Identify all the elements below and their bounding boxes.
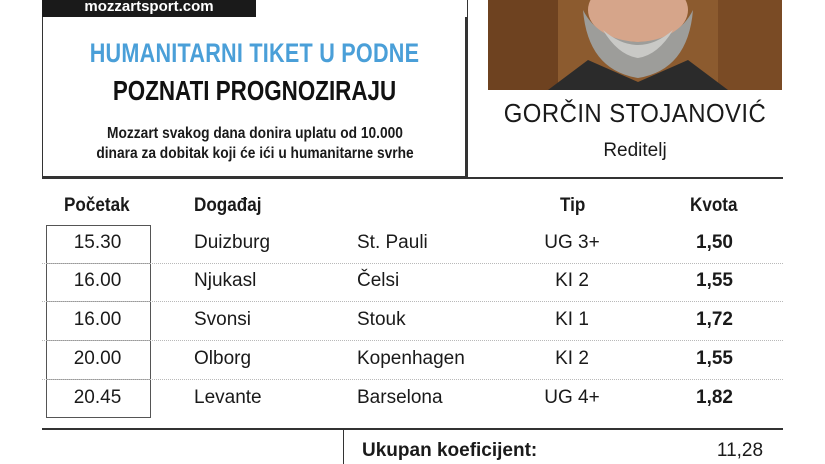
home-team: Svonsi [194, 309, 252, 330]
bet-odds: 1,72 [696, 309, 733, 330]
match-time: 20.45 [73, 387, 122, 408]
promo-description-line1: Mozzart svakog dana donira uplatu od 10.000 [107, 125, 403, 142]
bet-odds: 1,55 [696, 348, 733, 369]
home-team: Njukasl [194, 270, 257, 291]
bet-odds: 1,82 [696, 387, 733, 408]
match-time: 16.00 [73, 270, 122, 291]
total-odds-label: Ukupan koeficijent: [362, 440, 538, 461]
bet-tip: UG 4+ [544, 387, 600, 408]
bet-tip: KI 2 [555, 348, 589, 369]
table-row [42, 380, 783, 418]
bet-odds: 1,50 [696, 232, 733, 253]
table-row [42, 341, 783, 380]
portrait-illustration [488, 0, 782, 90]
table-row [42, 225, 783, 264]
promo-subtitle: POZNATI PROGNOZIRAJU [112, 75, 397, 106]
promo-title: HUMANITARNI TIKET U PODNE [89, 38, 420, 68]
person-name: GORČIN STOJANOVIĆ [503, 98, 767, 128]
total-divider [343, 428, 344, 464]
match-time: 16.00 [73, 309, 122, 330]
away-team: Kopenhagen [357, 348, 465, 369]
panel-divider [467, 0, 468, 178]
header-odds: Kvota [690, 195, 738, 216]
promo-description [87, 124, 422, 164]
person-role: Reditelj [603, 140, 667, 161]
header-tip: Tip [560, 195, 586, 216]
away-team: Stouk [357, 309, 406, 330]
promo-description-line2: dinara za dobitak koji će ići u humanitarne svrhe [96, 145, 414, 162]
person-portrait [488, 0, 782, 90]
match-time: 15.30 [73, 232, 122, 253]
bet-tip: KI 2 [555, 270, 589, 291]
away-team: St. Pauli [357, 232, 428, 253]
total-odds-value: 11,28 [716, 440, 764, 461]
header-start: Početak [64, 195, 130, 216]
table-row [42, 302, 783, 341]
bottom-divider [42, 428, 783, 430]
away-team: Čelsi [357, 270, 400, 291]
bet-tip: KI 1 [555, 309, 589, 330]
home-team: Olborg [194, 348, 252, 369]
bet-odds: 1,55 [696, 270, 733, 291]
home-team: Levante [194, 387, 262, 408]
match-time: 20.00 [73, 348, 122, 369]
away-team: Barselona [357, 387, 443, 408]
bet-tip: UG 3+ [544, 232, 600, 253]
home-team: Duizburg [194, 232, 271, 253]
brand-site-label: mozzartsport.com [42, 0, 256, 17]
top-divider [42, 177, 783, 179]
table-row [42, 263, 783, 302]
header-event: Događaj [194, 195, 262, 216]
